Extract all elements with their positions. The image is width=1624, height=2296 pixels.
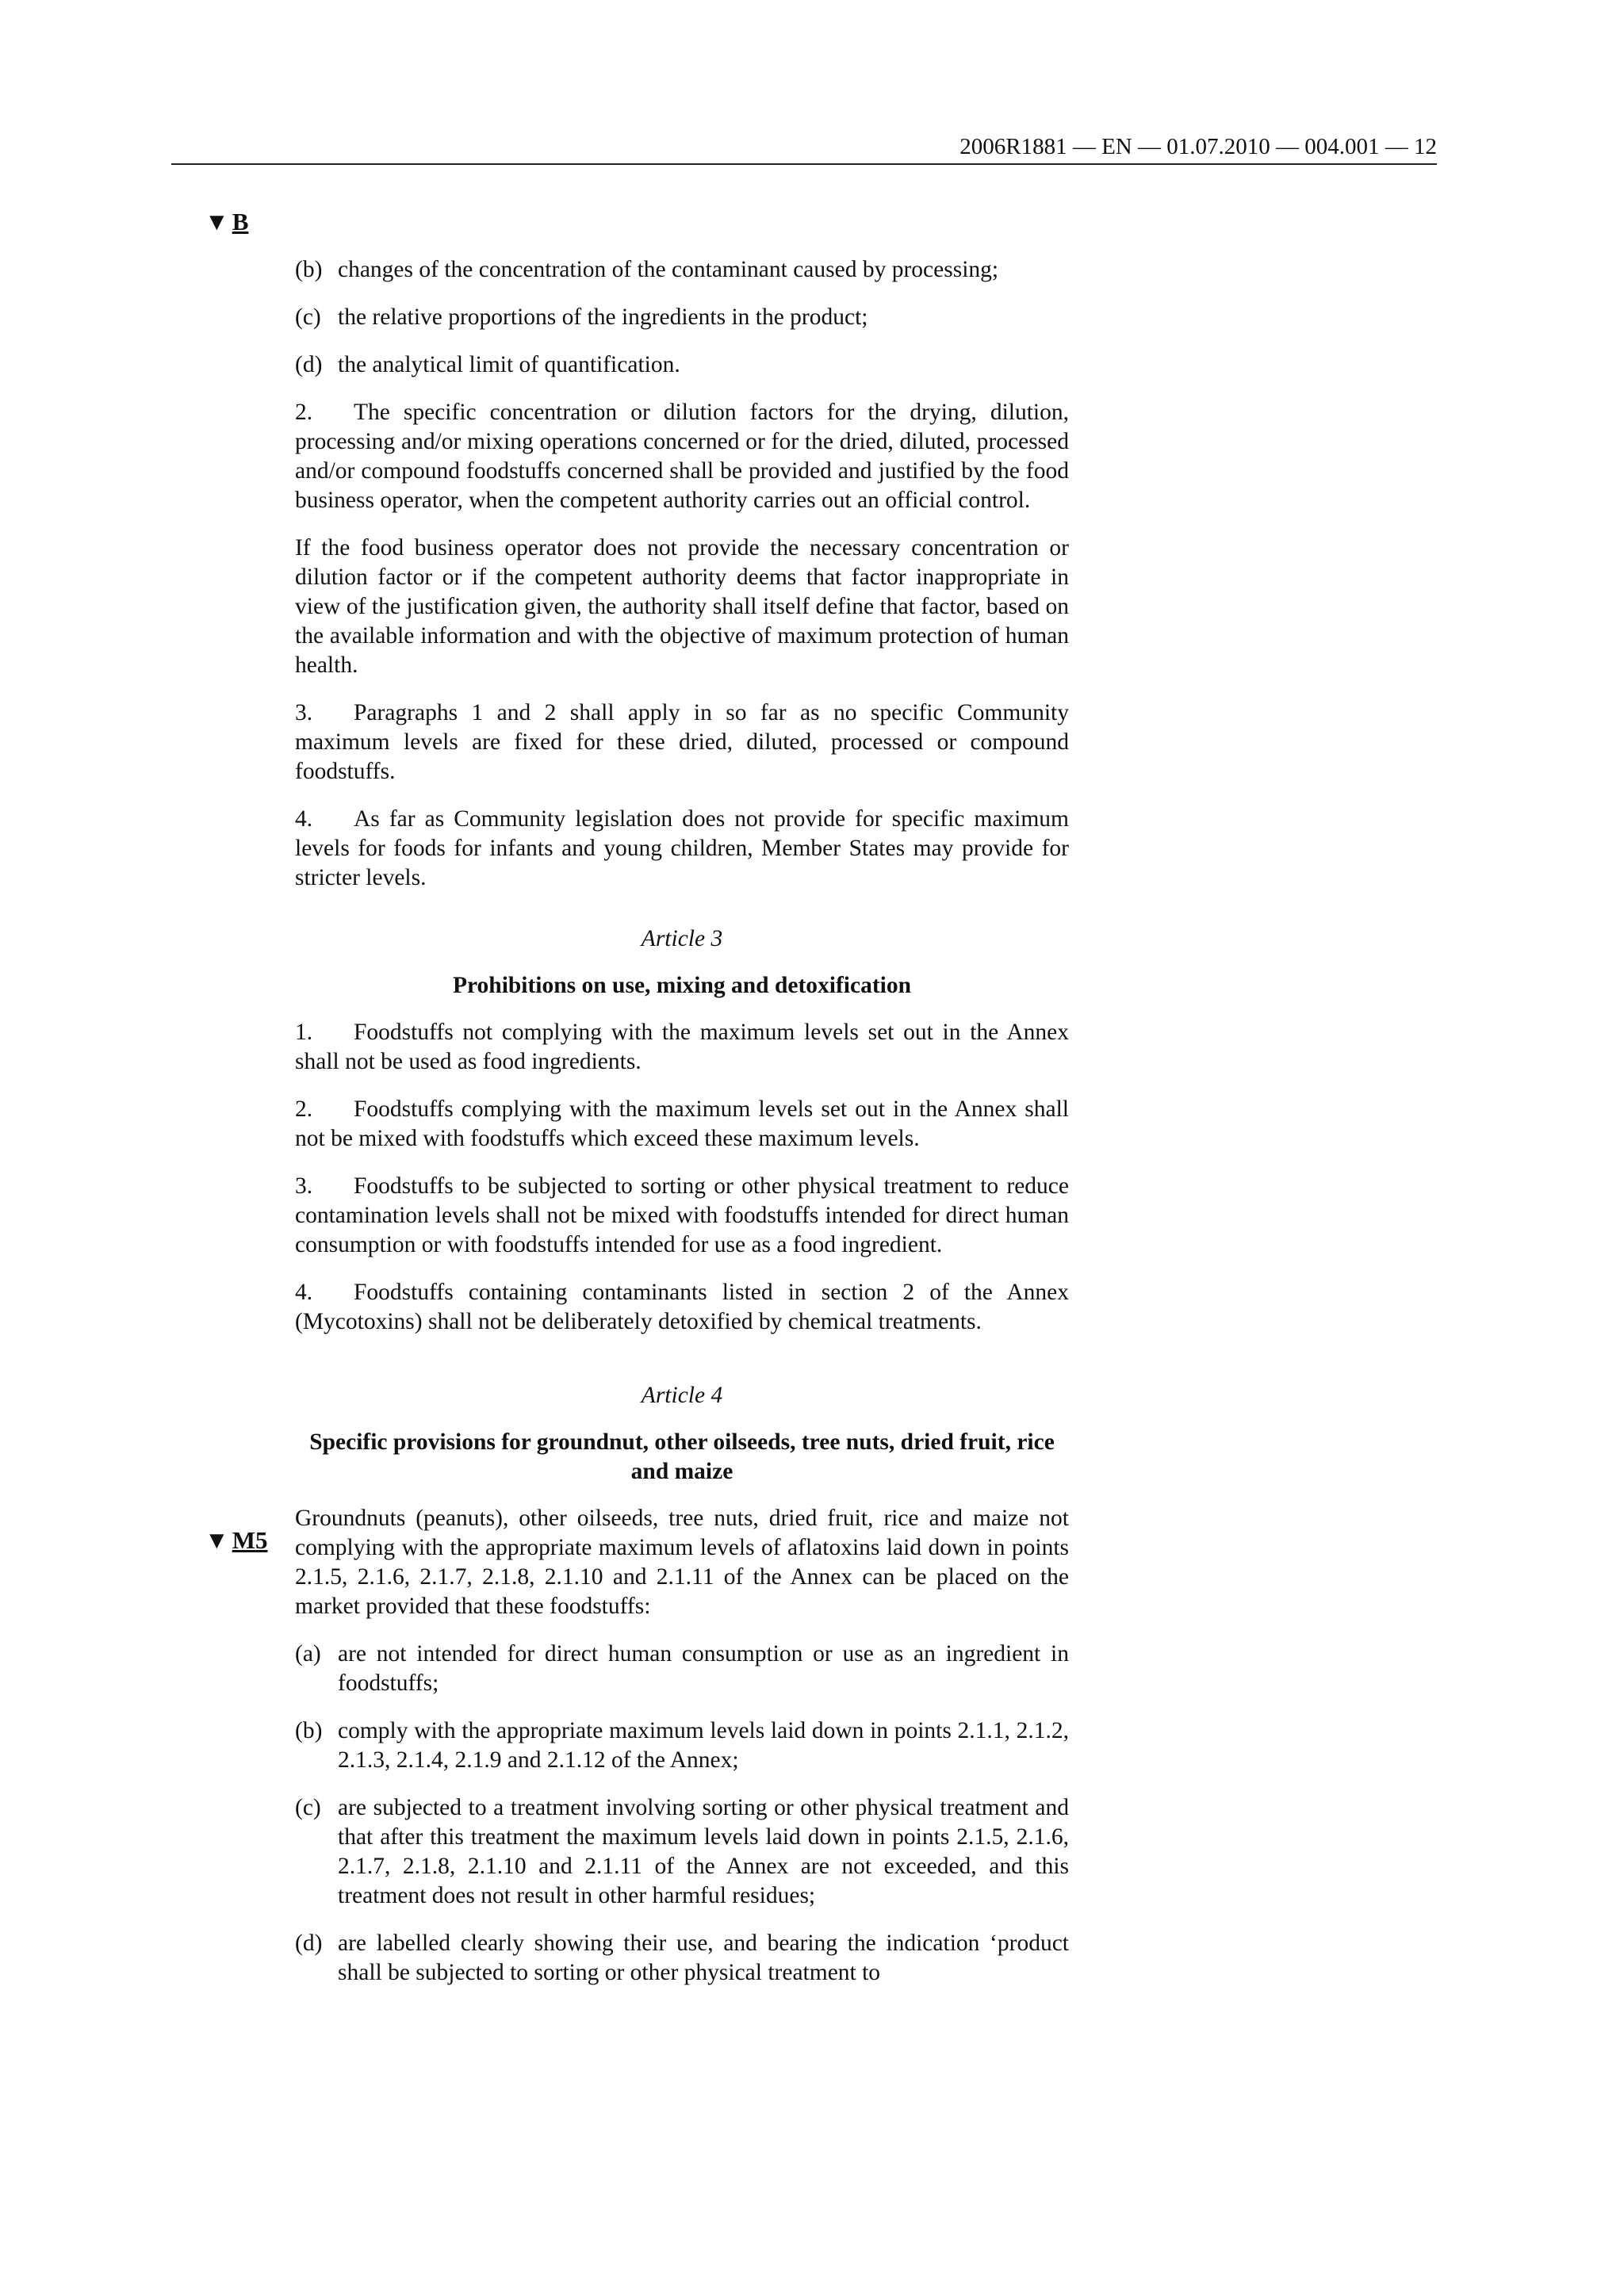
page-header [171,130,1437,165]
paragraph-number: 4. [295,1280,313,1305]
paragraph-text: Foodstuffs containing contaminants listed in section 2 of the Annex (Mycotoxins) shall not be deliberately detoxified by chemical treatments. [295,1280,1069,1334]
marker-label[interactable]: B [232,208,249,235]
paragraph-number: 2. [295,400,313,425]
item-label: (b) [295,1718,323,1743]
list-item [295,255,1069,285]
paragraph-text: Foodstuffs to be subjected to sorting or other physical treatment to reduce contamination levels shall not be mixed with foodstuffs intended for direct human consumption or with foodstuffs intended for use as a food ingredient. [295,1173,1069,1257]
paragraph [295,698,1069,786]
triangle-down-icon: ▼ [205,1526,229,1554]
paragraph-text: Paragraphs 1 and 2 shall apply in so far as no specific Community maximum levels are fixed for these dried, diluted, processed or compound foodstuffs. [295,700,1069,784]
item-text: are labelled clearly showing their use, and bearing the indication ‘product shall be subjected to sorting or other physical treatment to [338,1931,1069,1985]
paragraph-number: 3. [295,700,313,725]
paragraph [295,1095,1069,1154]
amendment-marker-b[interactable] [205,206,248,238]
item-text: are subjected to a treatment involving sorting or other physical treatment and that after this treatment the maximum levels laid down in points 2.1.5, 2.1.6, 2.1.7, 2.1.8, 2.1.10 and 2.1.11 of the Annex are not exceeded, and this treatment does not result in other harmful residues; [338,1795,1069,1908]
article-heading: Prohibitions on use, mixing and detoxification [452,973,912,998]
paragraph: Groundnuts (peanuts), other oilseeds, tree nuts, dried fruit, rice and maize not complying with the appropriate maximum levels of aflatoxins laid down in points 2.1.5, 2.1.6, 2.1.7, 2.1.8, 2.1.10 and 2.1.11 of the Annex can be placed on the market provided that these foodstuffs: [295,1506,1069,1619]
item-text: the analytical limit of quantification. [338,352,680,377]
paragraph: If the food business operator does not provide the necessary concentration or dilution factor or if the competent authority deems that factor inappropriate in view of the justification given, the authority shall itself define that factor, based on the available information and with the objective of maximum protection of human health. [295,535,1069,678]
list-item [295,1640,1069,1698]
item-label: (c) [295,304,321,330]
paragraph-text: Foodstuffs not complying with the maximum levels set out in the Annex shall not be used as food ingredients. [295,1020,1069,1074]
document-reference: 2006R1881 — EN — 01.07.2010 — 004.001 — 12 [959,134,1437,159]
list-item [295,1929,1069,1988]
paragraph-text: As far as Community legislation does not provide for specific maximum levels for foods for infants and young children, Member States may provide for stricter levels. [295,806,1069,890]
item-label: (b) [295,257,323,282]
paragraph [295,1278,1069,1337]
paragraph-number: 3. [295,1173,313,1199]
item-text: the relative proportions of the ingredients in the product; [338,304,868,330]
item-text: comply with the appropriate maximum levels laid down in points 2.1.1, 2.1.2, 2.1.3, 2.1.4, 2.1.9 and 2.1.12 of the Annex; [338,1718,1069,1773]
article-heading: Specific provisions for groundnut, other oilseeds, tree nuts, dried fruit, rice and maize [309,1429,1055,1484]
item-text: are not intended for direct human consumption or use as an ingredient in foodstuffs; [338,1641,1069,1696]
item-label: (a) [295,1641,321,1667]
triangle-down-icon: ▼ [205,208,229,235]
item-label: (d) [295,352,323,377]
paragraph [295,1172,1069,1260]
paragraph-number: 4. [295,806,313,832]
paragraph-text: Foodstuffs complying with the maximum levels set out in the Annex shall not be mixed with foodstuffs which exceed these maximum levels. [295,1096,1069,1151]
paragraph-number: 2. [295,1096,313,1122]
list-item [295,350,1069,380]
document-body [295,255,1069,2006]
article-title: Article 4 [641,1383,723,1408]
paragraph [295,1018,1069,1077]
amendment-marker-m5[interactable] [205,1525,267,1556]
paragraph [295,805,1069,893]
list-item [295,1793,1069,1911]
paragraph-number: 1. [295,1020,313,1045]
paragraph [295,398,1069,515]
list-item [295,303,1069,332]
item-label: (d) [295,1931,323,1956]
list-item [295,1716,1069,1775]
marker-label[interactable]: M5 [232,1526,268,1554]
article-title: Article 3 [641,926,723,951]
paragraph-text: The specific concentration or dilution factors for the drying, dilution, processing and/or mixing operations concerned or for the dried, diluted, processed and/or compound foodstuffs concerned shall be provided and justified by the food business operator, when the competent authority carries out an official control. [295,400,1069,513]
item-text: changes of the concentration of the contaminant caused by processing; [338,257,999,282]
item-label: (c) [295,1795,321,1820]
